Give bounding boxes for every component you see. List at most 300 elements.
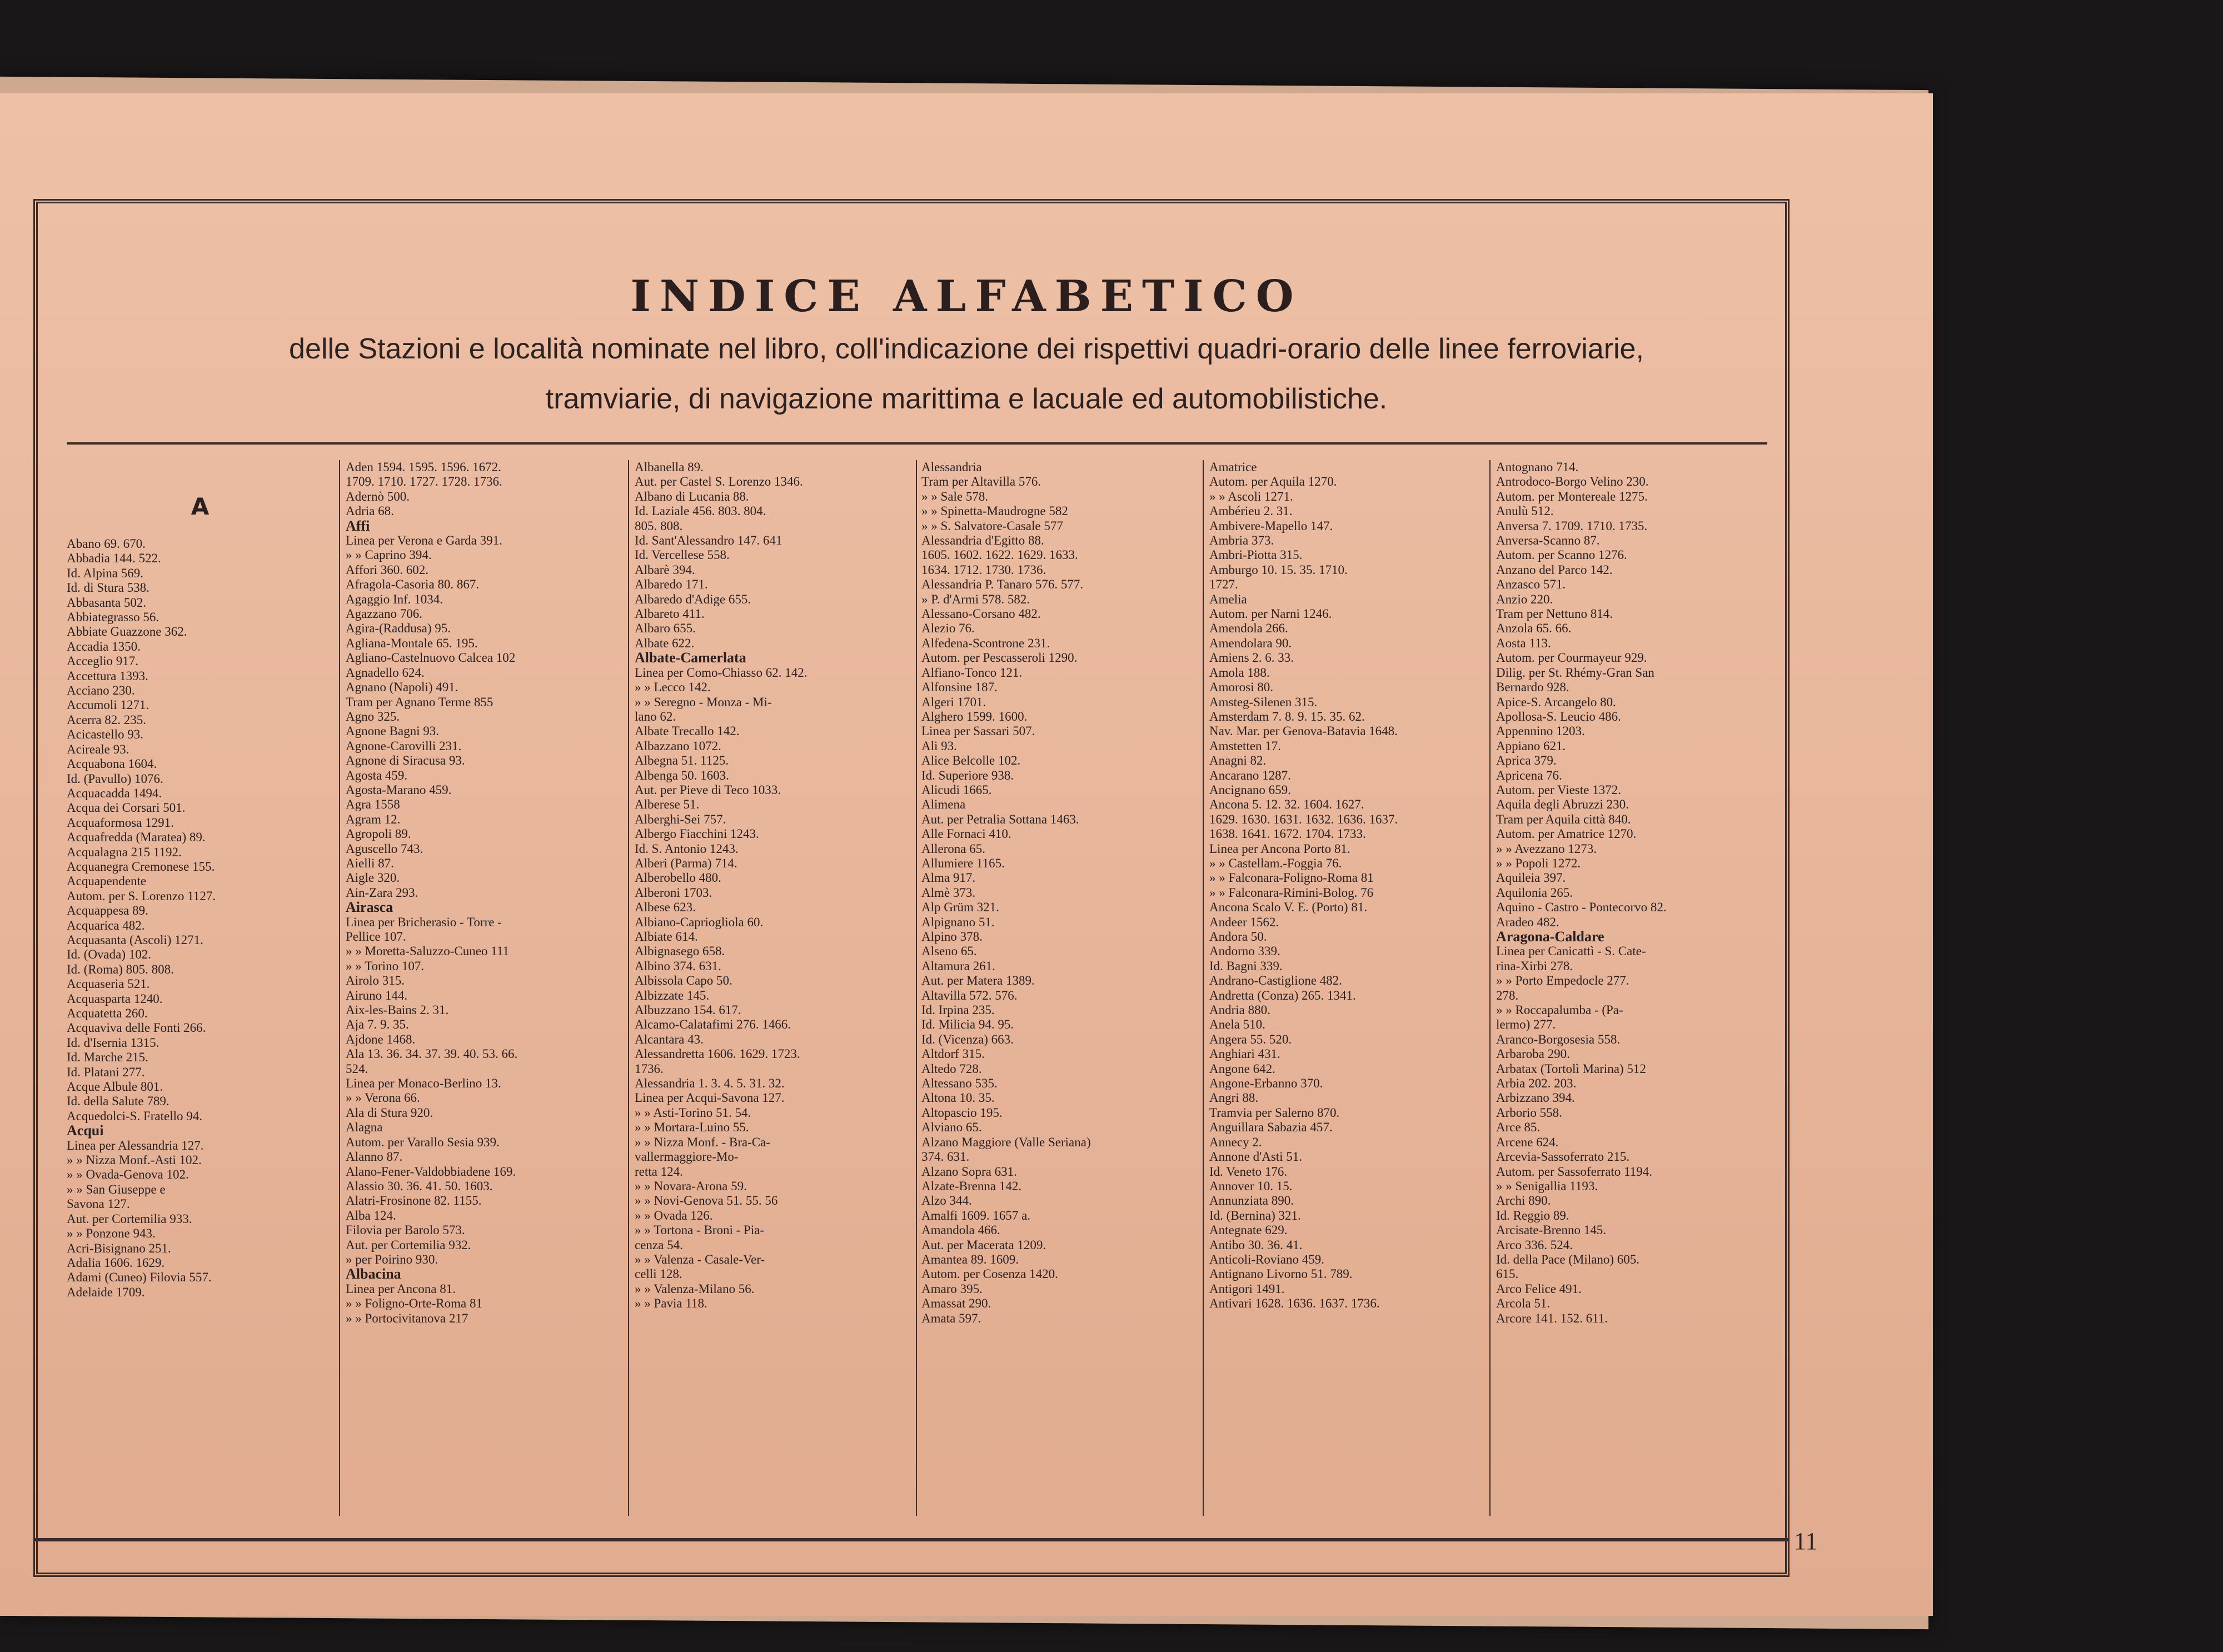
index-entry: cenza 54. (635, 1237, 683, 1252)
index-entry: » » Nizza Monf.-Asti 102. (67, 1153, 202, 1167)
index-entry: Acicastello 93. (67, 727, 143, 742)
index-entry: Linea per Como-Chiasso 62. 142. (635, 665, 808, 680)
index-entry: Id. d'Isernia 1315. (67, 1035, 160, 1050)
index-entry: Adria 68. (346, 504, 394, 518)
index-entry: Altona 10. 35. (921, 1091, 995, 1105)
index-entry: Acque Albule 801. (67, 1080, 163, 1094)
index-entry: Anulù 512. (1496, 504, 1554, 518)
index-entry: Pellice 107. (346, 930, 406, 944)
index-entry: Id. (Pavullo) 1076. (67, 771, 163, 786)
index-entry: Aut. per Castel S. Lorenzo 1346. (635, 475, 803, 489)
index-entry: Appennino 1203. (1496, 724, 1585, 738)
index-entry: Amata 597. (921, 1311, 981, 1325)
index-entry: Linea per Ancona 81. (346, 1281, 456, 1296)
index-entry: 1727. (1209, 577, 1238, 592)
index-entry: » per Poirino 930. (346, 1252, 438, 1266)
index-entry: Alessano-Corsano 482. (921, 607, 1041, 621)
index-entry: » » Falconara-Rimini-Bolog. 76 (1209, 885, 1374, 900)
index-entry: Acquaformosa 1291. (67, 815, 174, 830)
index-entry: Ain-Zara 293. (346, 885, 418, 900)
index-entry: Alp Grüm 321. (921, 900, 999, 915)
index-entry: Alberoni 1703. (635, 885, 712, 900)
index-entry: Albaredo d'Adige 655. (635, 592, 751, 606)
index-entry: » » San Giuseppe e (67, 1182, 166, 1196)
index-entry: Id. Veneto 176. (1209, 1164, 1288, 1179)
index-entry: » » Spinetta-Maudrogne 582 (921, 504, 1068, 518)
page-subtitle-line1: delle Stazioni e località nominate nel libro, coll'indicazione dei rispettivi quadri-orario delle linee ferroviarie, (289, 333, 1644, 365)
index-entry: Linea per Sassari 507. (921, 724, 1035, 738)
index-entry: Arce 85. (1496, 1120, 1541, 1135)
index-entry: Autom. per Varallo Sesia 939. (346, 1135, 500, 1149)
index-entry: » » Ponzone 943. (67, 1226, 156, 1241)
index-entry: Affori 360. 602. (346, 562, 429, 577)
index-entry: Id. della Pace (Milano) 605. (1496, 1252, 1640, 1266)
index-columns (67, 460, 1767, 1516)
index-entry: Alicudi 1665. (921, 782, 992, 797)
index-entry: Ambérieu 2. 31. (1209, 504, 1293, 518)
index-entry: Amsterdam 7. 8. 9. 15. 35. 62. (1209, 709, 1365, 723)
index-entry: » » Foligno-Orte-Roma 81 (346, 1296, 482, 1311)
index-entry: Ancona Scalo V. E. (Porto) 81. (1209, 900, 1368, 915)
index-entry: Id. della Salute 789. (67, 1094, 170, 1109)
index-entry: Agaggio Inf. 1034. (346, 592, 443, 606)
index-entry: Agno 325. (346, 709, 400, 723)
index-entry: Agnano (Napoli) 491. (346, 680, 458, 695)
index-entry: » » Ovada-Genova 102. (67, 1167, 189, 1182)
index-entry: Amaro 395. (921, 1281, 983, 1296)
index-entry: Albignasego 658. (635, 944, 725, 959)
index-entry: Aden 1594. 1595. 1596. 1672. (346, 460, 501, 474)
index-entry: Alice Belcolle 102. (921, 753, 1021, 768)
index-entry: Altamura 261. (921, 959, 995, 973)
index-entry: Aragona-Caldare (1496, 929, 1604, 945)
index-entry: Apice-S. Arcangelo 80. (1496, 695, 1616, 709)
index-entry: Adelaide 1709. (67, 1285, 145, 1299)
index-entry: Allumiere 1165. (921, 856, 1005, 870)
index-entry: Alle Fornaci 410. (921, 827, 1011, 841)
index-entry: Antegnate 629. (1209, 1223, 1288, 1237)
index-entry: Aquileia 397. (1496, 871, 1566, 885)
index-entry: retta 124. (635, 1164, 683, 1179)
index-entry: Amatrice (1209, 460, 1257, 474)
index-entry: Aut. per Petralia Sottana 1463. (921, 812, 1079, 826)
index-entry: Abbadia 144. 522. (67, 551, 161, 566)
index-entry: Alghero 1599. 1600. (921, 709, 1028, 723)
index-entry: Filovia per Barolo 573. (346, 1223, 465, 1237)
index-entry: Apricena 76. (1496, 768, 1562, 782)
index-entry: Aigle 320. (346, 871, 400, 885)
index-entry: Id. Platani 277. (67, 1065, 145, 1079)
index-entry: Acquasanta (Ascoli) 1271. (67, 932, 203, 947)
index-entry: Aut. per Macerata 1209. (921, 1237, 1046, 1252)
index-entry: Alfedena-Scontrone 231. (921, 636, 1050, 650)
index-entry: Id. di Stura 538. (67, 581, 149, 595)
index-entry: Alzano Sopra 631. (921, 1164, 1017, 1179)
index-entry: Antigori 1491. (1209, 1281, 1285, 1296)
index-entry: Agazzano 706. (346, 607, 422, 621)
index-entry: Autom. per Courmayeur 929. (1496, 651, 1647, 665)
index-entry: Ala 13. 36. 34. 37. 39. 40. 53. 66. (346, 1047, 518, 1061)
index-entry: Linea per Ancona Porto 81. (1209, 841, 1350, 856)
column-divider (628, 460, 629, 1516)
index-entry: Linea per Bricherasio - Torre - (346, 915, 502, 929)
index-entry: Amola 188. (1209, 665, 1270, 680)
index-entry: Acerra 82. 235. (67, 712, 147, 727)
index-entry: lano 62. (635, 709, 676, 723)
index-entry: Alpino 378. (921, 930, 983, 944)
index-entry: Amstetten 17. (1209, 738, 1282, 753)
index-entry: Agliana-Montale 65. 195. (346, 636, 478, 650)
page-number: 11 (1794, 1528, 1818, 1555)
index-entry: 615. (1496, 1267, 1519, 1281)
index-column-3 (635, 460, 913, 1516)
index-entry: Arbia 202. 203. (1496, 1076, 1577, 1091)
index-entry: » » Porto Empedocle 277. (1496, 974, 1629, 988)
page-subtitle-line2: tramviarie, di navigazione marittima e lacuale ed automobilistiche. (545, 383, 1388, 415)
index-entry: Autom. per Pescasseroli 1290. (921, 651, 1078, 665)
index-entry: Tramvia per Salerno 870. (1209, 1105, 1340, 1120)
index-entry: Afragola-Casoria 80. 867. (346, 577, 480, 592)
index-entry: Andeer 1562. (1209, 915, 1279, 929)
index-entry: Acquafredda (Maratea) 89. (67, 830, 206, 845)
index-entry: Ali 93. (921, 738, 957, 753)
index-entry: Autom. per Scanno 1276. (1496, 548, 1627, 562)
index-entry: Arcisate-Brenno 145. (1496, 1223, 1606, 1237)
index-entry: Andorno 339. (1209, 944, 1280, 959)
index-entry: Id. (Ovada) 102. (67, 947, 152, 962)
index-entry: Algeri 1701. (921, 695, 986, 709)
index-entry: Antivari 1628. 1636. 1637. 1736. (1209, 1296, 1380, 1311)
index-entry: » » Falconara-Foligno-Roma 81 (1209, 871, 1374, 885)
index-entry: Id. Reggio 89. (1496, 1208, 1569, 1222)
index-entry: » » S. Salvatore-Casale 577 (921, 518, 1063, 533)
index-entry: Alseno 65. (921, 944, 977, 959)
index-entry: Airasca (346, 899, 393, 916)
index-entry: Anzola 65. 66. (1496, 621, 1572, 636)
index-entry: Alezio 76. (921, 621, 975, 636)
index-entry: » » Ovada 126. (635, 1208, 713, 1222)
index-entry: Albareto 411. (635, 607, 705, 621)
index-entry: » » Asti-Torino 51. 54. (635, 1105, 751, 1120)
index-entry: Arcola 51. (1496, 1296, 1551, 1311)
index-entry: 1634. 1712. 1730. 1736. (921, 562, 1046, 577)
index-entry: Andretta (Conza) 265. 1341. (1209, 988, 1356, 1002)
index-entry: » » Torino 107. (346, 959, 425, 973)
index-entry: Annone d'Asti 51. (1209, 1150, 1303, 1164)
header-rule (67, 442, 1767, 445)
index-entry: Anagni 82. (1209, 753, 1267, 768)
index-entry: Id. Sant'Alessandro 147. 641 (635, 533, 782, 548)
index-entry: Alessandria P. Tanaro 576. 577. (921, 577, 1084, 592)
index-entry: Amorosi 80. (1209, 680, 1273, 695)
index-entry: » » Sale 578. (921, 489, 989, 503)
index-entry: Antignano Livorno 51. 789. (1209, 1267, 1353, 1281)
index-entry: Annunziata 890. (1209, 1194, 1294, 1208)
index-column-4 (921, 460, 1199, 1516)
index-entry: Anela 510. (1209, 1017, 1265, 1032)
index-entry: Linea per Alessandria 127. (67, 1138, 204, 1152)
index-entry: 1736. (635, 1061, 664, 1076)
index-entry: Amantea 89. 1609. (921, 1252, 1019, 1266)
index-entry: Albaredo 171. (635, 577, 708, 592)
index-entry: celli 128. (635, 1267, 682, 1281)
index-entry: Albiano-Capriogliola 60. (635, 915, 764, 929)
column-divider (1489, 460, 1491, 1516)
index-entry: » » Popoli 1272. (1496, 856, 1581, 870)
index-entry: Albano di Lucania 88. (635, 489, 749, 503)
index-entry: Anticoli-Roviano 459. (1209, 1252, 1324, 1266)
index-entry: Anghiari 431. (1209, 1047, 1280, 1061)
index-entry: Agropoli 89. (346, 827, 411, 841)
index-entry: Autom. per S. Lorenzo 1127. (67, 889, 216, 903)
index-entry: Aja 7. 9. 35. (346, 1017, 409, 1032)
index-entry: Bernardo 928. (1496, 680, 1569, 695)
index-entry: Tram per Agnano Terme 855 (346, 695, 494, 709)
index-entry: Anguillara Sabazia 457. (1209, 1120, 1333, 1135)
index-entry: Id. Irpina 235. (921, 1003, 995, 1017)
index-entry: Albese 623. (635, 900, 696, 915)
index-entry: Alanno 87. (346, 1150, 403, 1164)
index-entry: Alagna (346, 1120, 383, 1135)
index-entry: Id. Alpina 569. (67, 566, 143, 580)
index-entry: » » Seregno - Monza - Mi- (635, 695, 772, 709)
index-entry: Arcene 624. (1496, 1135, 1559, 1149)
index-entry: Archi 890. (1496, 1194, 1551, 1208)
index-entry: » P. d'Armi 578. 582. (921, 592, 1030, 606)
index-entry: Andria 880. (1209, 1003, 1270, 1017)
index-entry: Tram per Nettuno 814. (1496, 607, 1613, 621)
index-entry: Albino 374. 631. (635, 959, 721, 973)
index-entry: Agira-(Raddusa) 95. (346, 621, 451, 636)
index-entry: Aix-les-Bains 2. 31. (346, 1003, 449, 1017)
index-entry: Id. Superiore 938. (921, 768, 1014, 782)
index-entry: Dilig. per St. Rhémy-Gran San (1496, 665, 1654, 680)
index-entry: Id. S. Antonio 1243. (635, 841, 739, 856)
index-entry: lermo) 277. (1496, 1017, 1556, 1032)
index-entry: Agnadello 624. (346, 665, 425, 680)
index-entry: Accettura 1393. (67, 668, 148, 683)
index-entry: » » Novi-Genova 51. 55. 56 (635, 1194, 778, 1208)
index-entry: Alfonsine 187. (921, 680, 998, 695)
index-entry: Amalfi 1609. 1657 a. (921, 1208, 1031, 1222)
index-entry: Nav. Mar. per Genova-Batavia 1648. (1209, 724, 1398, 738)
index-entry: Altdorf 315. (921, 1047, 985, 1061)
index-entry: Angone 642. (1209, 1061, 1275, 1076)
index-entry: Alcantara 43. (635, 1032, 704, 1046)
index-entry: Agnone di Siracusa 93. (346, 753, 465, 768)
index-column-6 (1496, 460, 1767, 1516)
index-entry: Id. Vercellese 558. (635, 548, 730, 562)
index-entry: Aguscello 743. (346, 841, 423, 856)
column-divider (339, 460, 340, 1516)
index-entry: Id. Marche 215. (67, 1050, 148, 1065)
index-entry: Arco Felice 491. (1496, 1281, 1582, 1296)
index-entry: Linea per Canicattì - S. Cate- (1496, 944, 1646, 959)
section-letter: A (191, 493, 210, 520)
column-divider (916, 460, 917, 1516)
index-entry: Abano 69. 670. (67, 537, 146, 551)
index-entry: Aut. per Matera 1389. (921, 974, 1035, 988)
index-entry: Amelia (1209, 592, 1247, 606)
index-entry: Alberi (Parma) 714. (635, 856, 737, 870)
index-entry: Arbaroba 290. (1496, 1047, 1570, 1061)
index-entry: Agra 1558 (346, 797, 400, 812)
index-entry: Agnone-Carovilli 231. (346, 738, 462, 753)
index-entry: Aielli 87. (346, 856, 394, 870)
index-entry: Aut. per Pieve di Teco 1033. (635, 782, 781, 797)
index-entry: Amiens 2. 6. 33. (1209, 651, 1294, 665)
index-entry: Albiate 614. (635, 930, 698, 944)
index-entry: Anzasco 571. (1496, 577, 1566, 592)
index-entry: 1629. 1630. 1631. 1632. 1636. 1637. (1209, 812, 1398, 826)
index-entry: Arbatax (Tortolì Marina) 512 (1496, 1061, 1646, 1076)
index-entry: » » Pavia 118. (635, 1296, 707, 1311)
index-entry: Acquaviva delle Fonti 266. (67, 1021, 206, 1035)
index-entry: Amburgo 10. 15. 35. 1710. (1209, 562, 1348, 577)
index-entry: » » Valenza-Milano 56. (635, 1281, 755, 1296)
index-entry: Tram per Aquila città 840. (1496, 812, 1631, 826)
index-entry: Ambri-Piotta 315. (1209, 548, 1303, 562)
index-entry: Autom. per Aquila 1270. (1209, 475, 1337, 489)
index-entry: Adernò 500. (346, 489, 410, 503)
index-entry: vallermaggiore-Mo- (635, 1150, 739, 1164)
index-entry: Aprica 379. (1496, 753, 1557, 768)
index-entry: Altavilla 572. 576. (921, 988, 1018, 1002)
index-entry: Albacina (346, 1266, 401, 1282)
book-page (0, 93, 1933, 1616)
index-entry: Alessandria 1. 3. 4. 5. 31. 32. (635, 1076, 785, 1091)
index-entry: Alessandria d'Egitto 88. (921, 533, 1044, 548)
index-entry: Ajdone 1468. (346, 1032, 416, 1046)
index-entry: Alberobello 480. (635, 871, 721, 885)
index-entry: Andora 50. (1209, 930, 1267, 944)
index-entry: Acquanegra Cremonese 155. (67, 859, 215, 874)
index-entry: Aquino - Castro - Pontecorvo 82. (1496, 900, 1667, 915)
index-entry: Acqui (67, 1122, 104, 1139)
index-entry: Annecy 2. (1209, 1135, 1262, 1149)
index-entry: Alcamo-Calatafimi 276. 1466. (635, 1017, 791, 1032)
index-entry: Aquilonia 265. (1496, 885, 1573, 900)
index-entry: Ancignano 659. (1209, 782, 1291, 797)
index-entry: Alzano Maggiore (Valle Seriana) (921, 1135, 1091, 1149)
index-entry: Ancarano 1287. (1209, 768, 1291, 782)
index-entry: Allerona 65. (921, 841, 985, 856)
index-entry: Acquasparta 1240. (67, 991, 163, 1006)
index-entry: Autom. per Sassoferrato 1194. (1496, 1164, 1652, 1179)
index-entry: Autom. per Cosenza 1420. (921, 1267, 1058, 1281)
index-entry: » » Lecco 142. (635, 680, 711, 695)
index-column-1 (67, 460, 333, 1516)
index-entry: Albate 622. (635, 636, 695, 650)
index-entry: Id. (Roma) 805. 808. (67, 962, 174, 976)
index-entry: » » Verona 66. (346, 1091, 420, 1105)
index-entry: Antibo 30. 36. 41. (1209, 1237, 1303, 1252)
index-entry: 374. 631. (921, 1150, 970, 1164)
index-entry: Acireale 93. (67, 742, 129, 756)
index-entry: 1709. 1710. 1727. 1728. 1736. (346, 475, 502, 489)
index-entry: Alimena (921, 797, 966, 812)
index-entry: 278. (1496, 988, 1519, 1002)
index-entry: Acquedolci-S. Fratello 94. (67, 1109, 203, 1123)
index-entry: Acceglio 917. (67, 654, 139, 668)
index-entry: Alzo 344. (921, 1194, 972, 1208)
index-entry: Autom. per Amatrice 1270. (1496, 827, 1637, 841)
index-entry: Albuzzano 154. 617. (635, 1003, 741, 1017)
index-entry: Ancona 5. 12. 32. 1604. 1627. (1209, 797, 1364, 812)
index-entry: Acquaseria 521. (67, 977, 150, 991)
index-entry: » » Avezzano 1273. (1496, 841, 1597, 856)
index-entry: Albegna 51. 1125. (635, 753, 729, 768)
index-entry: » » Senigallia 1193. (1496, 1179, 1598, 1193)
index-entry: Alberese 51. (635, 797, 700, 812)
index-entry: Amendolara 90. (1209, 636, 1292, 650)
index-entry: Autom. per Vieste 1372. (1496, 782, 1621, 797)
index-entry: Acri-Bisignano 251. (67, 1241, 171, 1255)
index-entry: Alatri-Frosinone 82. 1155. (346, 1194, 482, 1208)
index-entry: Albissola Capo 50. (635, 974, 732, 988)
index-entry: » » Roccapalumba - (Pa- (1496, 1003, 1623, 1017)
index-entry: Accumoli 1271. (67, 698, 149, 712)
index-entry: Abbiategrasso 56. (67, 610, 160, 625)
index-entry: Appiano 621. (1496, 738, 1566, 753)
index-entry: Agosta 459. (346, 768, 408, 782)
frame-bottom-rule (33, 1538, 1790, 1541)
index-entry: Agnone Bagni 93. (346, 724, 440, 738)
index-entry: Alessandria (921, 460, 982, 474)
index-entry: Alba 124. (346, 1208, 396, 1222)
index-entry: Albizzate 145. (635, 988, 710, 1002)
index-entry: Id. Milicia 94. 95. (921, 1017, 1014, 1032)
index-entry: Ambria 373. (1209, 533, 1274, 548)
index-entry: Anversa 7. 1709. 1710. 1735. (1496, 518, 1648, 533)
index-entry: Aosta 113. (1496, 636, 1551, 650)
index-entry: Alassio 30. 36. 41. 50. 1603. (346, 1179, 493, 1193)
index-entry: Albate Trecallo 142. (635, 724, 740, 738)
index-entry: » » Caprino 394. (346, 548, 432, 562)
index-entry: Id. (Vicenza) 663. (921, 1032, 1014, 1046)
index-entry: Altessano 535. (921, 1076, 998, 1091)
index-column-5 (1209, 460, 1487, 1516)
index-entry: Anzano del Parco 142. (1496, 562, 1613, 577)
index-entry: Agliano-Castelnuovo Calcea 102 (346, 651, 516, 665)
index-entry: Alviano 65. (921, 1120, 982, 1135)
index-entry: Acqualagna 215 1192. (67, 845, 182, 859)
index-entry: Antognano 714. (1496, 460, 1579, 474)
index-entry: 1638. 1641. 1672. 1704. 1733. (1209, 827, 1366, 841)
index-entry: » » Novara-Arona 59. (635, 1179, 747, 1193)
index-entry: Alessandretta 1606. 1629. 1723. (635, 1047, 800, 1061)
index-entry: » » Portocivitanova 217 (346, 1311, 468, 1325)
index-entry: Savona 127. (67, 1197, 130, 1211)
index-entry: Airuno 144. (346, 988, 408, 1002)
index-entry: Albenga 50. 1603. (635, 768, 729, 782)
index-entry: rina-Xirbi 278. (1496, 959, 1573, 973)
index-entry: » » Moretta-Saluzzo-Cuneo 111 (346, 944, 510, 959)
index-entry: Annover 10. 15. (1209, 1179, 1293, 1193)
index-entry: » » Mortara-Luino 55. (635, 1120, 749, 1135)
index-entry: Acquapendente (67, 874, 147, 889)
index-entry: Accadia 1350. (67, 639, 141, 653)
index-entry: 1605. 1602. 1622. 1629. 1633. (921, 548, 1078, 562)
index-entry: Acciano 230. (67, 683, 135, 698)
index-entry: Albate-Camerlata (635, 650, 746, 666)
index-entry: Alberghi-Sei 757. (635, 812, 726, 826)
index-entry: Autom. per Narni 1246. (1209, 607, 1332, 621)
index-entry: Alfiano-Tonco 121. (921, 665, 1023, 680)
index-entry: Alano-Fener-Valdobbiadene 169. (346, 1164, 516, 1179)
index-entry: Alpignano 51. (921, 915, 995, 929)
index-entry: Anversa-Scanno 87. (1496, 533, 1600, 548)
